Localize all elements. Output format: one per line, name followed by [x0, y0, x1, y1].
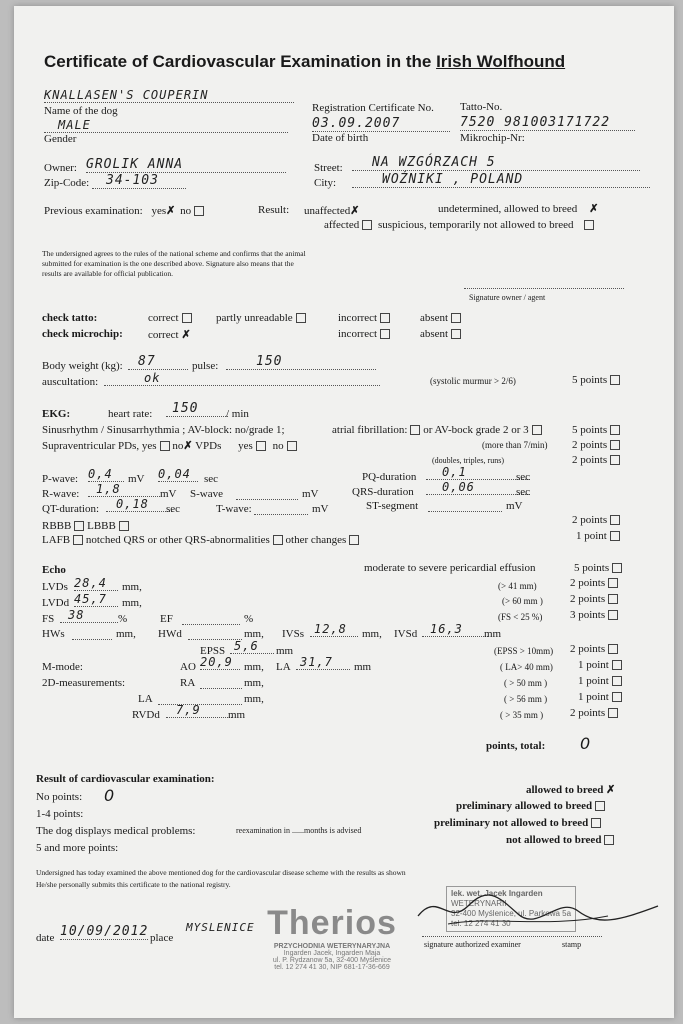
- vet-stamp-line-1: lek. wet. Jacek Ingarden: [451, 889, 543, 898]
- crit-epss: (EPSS > 10mm): [494, 646, 554, 656]
- lafb-row: [42, 534, 359, 546]
- agreement-line-3: results are available for official publication.: [42, 269, 174, 278]
- vpds-yes: yes: [238, 440, 253, 452]
- pwave-sec-value: 0,04: [158, 467, 198, 482]
- undetermined-mark: ✗: [589, 203, 599, 215]
- la2-label: LA: [138, 693, 153, 705]
- qt-label: QT-duration:: [42, 503, 100, 515]
- agreement-text: [42, 249, 306, 279]
- twave-unit: mV: [312, 503, 329, 515]
- ekg-points-2a-checkbox[interactable]: [610, 440, 620, 450]
- prev-affected: [324, 219, 372, 231]
- doubles-label: (doubles, triples, runs): [432, 456, 504, 465]
- prev-unaffected: [304, 204, 359, 217]
- lvds-unit: mm,: [122, 581, 142, 593]
- ra-points: [578, 675, 622, 687]
- rhythm-text: Sinusrhythm / Sinusarrhythmia ; AV-block: no/grade 1;: [42, 424, 285, 436]
- epss-unit: mm: [276, 645, 294, 657]
- epss-points-checkbox[interactable]: [608, 644, 618, 654]
- displays-label: The dog displays medical problems:: [36, 825, 196, 837]
- rwave-value: 1,8: [88, 482, 160, 497]
- lafb-points-checkbox[interactable]: [610, 531, 620, 541]
- chip-label: Mikrochip-Nr:: [460, 132, 525, 144]
- tatto-partly: [216, 312, 306, 324]
- dog-name-label: Name of the dog: [44, 105, 118, 117]
- rwave-unit: mV: [160, 488, 177, 500]
- epss-label: EPSS: [200, 645, 226, 657]
- hr-label: heart rate:: [108, 408, 153, 420]
- fs-unit: %: [118, 613, 128, 625]
- agreement-line-1: The undersigned agrees to the rules of the national scheme and confirms that the animal: [42, 249, 306, 258]
- fs-points-text: 3 points: [570, 609, 606, 621]
- page-title: [44, 52, 565, 72]
- qrs-value: 0,06: [426, 480, 530, 495]
- peri-points: [574, 562, 622, 574]
- chip-correct: [148, 328, 191, 341]
- ekg-points-5: [572, 424, 620, 436]
- lbbb-text: LBBB: [87, 520, 116, 532]
- la2-points-text: 1 point: [578, 691, 609, 703]
- vet-stamp-line-3: 32-400 Myślenice, ul. Parkowa 5a: [451, 909, 572, 918]
- vet-stamp-line-2: WETERYNARII: [451, 899, 507, 908]
- ao-value: 20,9: [200, 655, 240, 670]
- city-value: WOŹNIKI , POLAND: [352, 172, 650, 188]
- ekg-points-2b: [572, 454, 620, 466]
- ivss-value: 12,8: [310, 622, 358, 637]
- not-allowed-row: [506, 834, 614, 846]
- ef-label: EF: [160, 613, 173, 625]
- chip-absent-text: absent: [420, 328, 449, 340]
- ao-label: AO: [180, 661, 196, 673]
- la-points: [578, 659, 622, 671]
- systolic-label: (systolic murmur > 2/6): [430, 376, 516, 386]
- bbb-row: [42, 520, 129, 532]
- pq-unit: sec: [516, 471, 531, 483]
- signature-line: [422, 936, 602, 937]
- ao-unit: mm,: [244, 661, 264, 673]
- tatto-incorrect-checkbox[interactable]: [380, 313, 390, 323]
- chip-incorrect: [338, 328, 390, 340]
- crit-60: (> 60 mm ): [502, 596, 543, 606]
- tatto-correct-checkbox[interactable]: [182, 313, 192, 323]
- ausc-label: auscultation:: [42, 376, 99, 388]
- la2-points-checkbox[interactable]: [612, 692, 622, 702]
- pulse-value: 150: [226, 354, 376, 370]
- ivss-unit: mm,: [362, 628, 382, 640]
- notched-checkbox[interactable]: [273, 535, 283, 545]
- title-text: Certificate of Cardiovascular Examination in the: [44, 52, 432, 71]
- footer-text-1: Undersigned has today examined the above mentioned dog for the cardiovascular disease scheme with the results as shown: [36, 868, 406, 877]
- lafb-checkbox[interactable]: [73, 535, 83, 545]
- vet-stamp-line-4: tel. 12 274 41 30: [451, 919, 511, 928]
- gender-label: Gender: [44, 133, 77, 145]
- hr-value: 150: [166, 401, 228, 417]
- not-allowed-checkbox[interactable]: [604, 835, 614, 845]
- signature-owner-line: [464, 288, 624, 289]
- pq-label: PQ-duration: [362, 471, 417, 483]
- lafb-points: [576, 530, 620, 542]
- chip-correct-mark: ✗: [181, 329, 191, 341]
- previous-no-checkbox[interactable]: [194, 206, 204, 216]
- check-tatto-label: check tatto:: [42, 312, 98, 324]
- crit-41: (> 41 mm): [498, 581, 537, 591]
- ra-line: [200, 688, 242, 689]
- qrs-label: QRS-duration: [352, 486, 414, 498]
- twave-label: T-wave:: [216, 503, 252, 515]
- lvds-value: 28,4: [74, 576, 118, 591]
- lafb-text: LAFB: [42, 534, 71, 546]
- suspicious-checkbox[interactable]: [584, 220, 594, 230]
- tatto-correct-text: correct: [148, 312, 179, 324]
- lafb-points-text: 1 point: [576, 530, 607, 542]
- swave-unit: mV: [302, 488, 319, 500]
- hws-label: HWs: [42, 628, 65, 640]
- lvds-points-text: 2 points: [570, 577, 606, 589]
- signature-scribble: [408, 886, 668, 936]
- af-row: [332, 424, 542, 436]
- epss-value: 5,6: [230, 639, 274, 654]
- av-text: or AV-bock grade 2 or 3: [423, 424, 529, 436]
- supra-text: Supraventricular PDs, yes: [42, 440, 157, 452]
- qt-unit: sec: [166, 503, 181, 515]
- allowed-mark: ✗: [606, 784, 616, 796]
- tatto-correct: [148, 312, 192, 324]
- tatto-partly-text: partly unreadable: [216, 312, 293, 324]
- peri-points-text: 5 points: [574, 562, 610, 574]
- ef-line: [182, 624, 240, 625]
- epss-points: [570, 643, 618, 655]
- street-label: Street:: [314, 162, 343, 174]
- crit-la40: ( LA> 40 mm): [500, 662, 553, 672]
- prelim-allowed-text: preliminary allowed to breed: [456, 800, 593, 812]
- hwd-label: HWd: [158, 628, 182, 640]
- clinic-line-1: PRZYCHODNIA WETERYNARYJNA: [273, 943, 391, 950]
- supra-yes-checkbox[interactable]: [160, 441, 170, 451]
- mmode-label: M-mode:: [42, 661, 83, 673]
- bbb-points: [572, 514, 620, 526]
- five-more-label: 5 and more points:: [36, 842, 119, 854]
- af-text: atrial fibrillation:: [332, 424, 408, 436]
- ra-unit: mm,: [244, 677, 264, 689]
- ausc-value: ok: [104, 371, 380, 386]
- hwd-unit: mm,: [244, 628, 264, 640]
- tatto-partly-checkbox[interactable]: [296, 313, 306, 323]
- place-label: place: [150, 932, 174, 944]
- clinic-line-2: Ingarden Jacek, Ingarden Maja: [283, 950, 381, 957]
- prelim-not-checkbox[interactable]: [591, 818, 601, 828]
- lvdd-points: [570, 593, 618, 605]
- clinic-line-4: tel. 12 274 41 30, NIP 681-17-36-669: [274, 964, 390, 971]
- stamp-label: stamp: [562, 940, 582, 949]
- ekg-points-5-checkbox[interactable]: [610, 425, 620, 435]
- ausc-points-text: 5 points: [572, 374, 608, 386]
- ivss-label: IVSs: [282, 628, 305, 640]
- av-checkbox[interactable]: [532, 425, 542, 435]
- prelim-not-text: preliminary not allowed to breed: [434, 817, 589, 829]
- zip-label: Zip-Code:: [44, 177, 90, 189]
- tattoo-label: Tatto-No.: [460, 101, 503, 113]
- crit-56: ( > 56 mm ): [504, 694, 548, 704]
- ekg-points-2b-checkbox[interactable]: [610, 455, 620, 465]
- date-value: 10/09/2012: [60, 924, 149, 939]
- st-line: [428, 511, 502, 512]
- reexam-label: reexamination in ......months is advised: [236, 826, 362, 835]
- ausc-points-checkbox[interactable]: [610, 375, 620, 385]
- vpds-no: no: [272, 440, 284, 452]
- prev-suspicious: [378, 219, 594, 231]
- signature-examiner-label: signature authorized examiner: [424, 940, 521, 949]
- fs-label: FS: [42, 613, 55, 625]
- unaffected-mark: ✗: [350, 205, 360, 217]
- hws-line: [72, 639, 112, 640]
- qrs-unit: sec: [516, 486, 531, 498]
- bbb-points-text: 2 points: [572, 514, 608, 526]
- lvdd-points-checkbox[interactable]: [608, 594, 618, 604]
- owner-label: Owner:: [44, 162, 77, 174]
- ra-label: RA: [180, 677, 196, 689]
- tatto-incorrect-text: incorrect: [338, 312, 378, 324]
- ra-points-checkbox[interactable]: [612, 676, 622, 686]
- clinic-line-3: ul. P. Rydzanow 5a, 32-400 Myślenice: [272, 957, 392, 964]
- ekg-points-5-text: 5 points: [572, 424, 608, 436]
- lvds-points-checkbox[interactable]: [608, 578, 618, 588]
- allowed-text: allowed to breed: [526, 784, 604, 796]
- ivsd-label: IVSd: [394, 628, 418, 640]
- epss-points-text: 2 points: [570, 643, 606, 655]
- affected-checkbox[interactable]: [362, 220, 372, 230]
- fs-points: [570, 609, 618, 621]
- la2-unit: mm,: [244, 693, 264, 705]
- swave-label: S-wave: [190, 488, 223, 500]
- weight-label: Body weight (kg):: [42, 360, 123, 372]
- pwave-mv-value: 0,4: [88, 467, 124, 482]
- weight-value: 87: [128, 354, 188, 370]
- rvdd-points: [570, 707, 618, 719]
- la-value: 31,7: [296, 655, 350, 670]
- previous-label: Previous examination:: [44, 205, 143, 217]
- footer-text-2: He/she personally submits this certificate to the national registry.: [36, 880, 231, 889]
- check-microchip-label: check microchip:: [42, 328, 123, 340]
- swave-line: [236, 499, 298, 500]
- peri-points-checkbox[interactable]: [612, 563, 622, 573]
- allowed-row: [526, 783, 615, 796]
- dog-name-value: KNALLASEN'S COUPERIN: [44, 88, 294, 103]
- ef-unit: %: [244, 613, 254, 625]
- title-breed: Irish Wolfhound: [436, 52, 566, 71]
- tatto-absent-text: absent: [420, 312, 449, 324]
- af-checkbox[interactable]: [410, 425, 420, 435]
- rvdd-points-text: 2 points: [570, 707, 606, 719]
- rwave-label: R-wave:: [42, 488, 80, 500]
- ivsd-value: 16,3: [422, 622, 488, 637]
- zip-value: 34-103: [92, 173, 186, 189]
- reg-label: Registration Certificate No.: [312, 102, 434, 114]
- no-points-value: 0: [104, 786, 115, 805]
- rvdd-label: RVDd: [132, 709, 160, 721]
- signature-owner-label: Signature owner / agent: [469, 293, 546, 302]
- qt-value: 0,18: [106, 497, 172, 512]
- pericardial-label: moderate to severe pericardial effusion: [364, 562, 536, 574]
- st-label: ST-segment: [366, 500, 419, 512]
- lvds-points: [570, 577, 618, 589]
- prelim-allowed-checkbox[interactable]: [595, 801, 605, 811]
- previous-exam: [44, 204, 204, 217]
- la2-points: [578, 691, 622, 703]
- la-label: LA: [276, 661, 291, 673]
- fs-points-checkbox[interactable]: [608, 610, 618, 620]
- chip-value: 7520 981003171722: [460, 115, 635, 131]
- ekg-points-2a-text: 2 points: [572, 439, 608, 451]
- prelim-allowed-row: [456, 800, 605, 812]
- other-checkbox[interactable]: [349, 535, 359, 545]
- previous-yes-mark: ✗: [166, 205, 176, 217]
- lvdd-unit: mm,: [122, 597, 142, 609]
- chip-correct-text: correct: [148, 329, 179, 341]
- unaffected-text: unaffected: [304, 205, 351, 217]
- la-points-checkbox[interactable]: [612, 660, 622, 670]
- pq-value: 0,1: [426, 465, 530, 480]
- other-text: other changes: [285, 534, 347, 546]
- ekg-points-2b-text: 2 points: [572, 454, 608, 466]
- previous-yes: yes: [151, 205, 167, 217]
- supra-no: no: [172, 440, 184, 452]
- date-label: date: [36, 932, 55, 944]
- crit-50: ( > 50 mm ): [504, 678, 548, 688]
- ivsd-unit: mm: [484, 628, 502, 640]
- supra-no-mark: ✗: [183, 440, 193, 452]
- hws-unit: mm,: [116, 628, 136, 640]
- dob-label: Date of birth: [312, 132, 369, 144]
- result-title: Result of cardiovascular examination:: [36, 773, 215, 785]
- undetermined-text: undetermined, allowed to breed: [438, 203, 578, 215]
- clinic-logo: Therios: [267, 904, 397, 942]
- vpds-yes-checkbox[interactable]: [256, 441, 266, 451]
- more7-label: (more than 7/min): [482, 440, 548, 450]
- street-value: NA WZGÓRZACH 5: [352, 155, 640, 171]
- result-label: Result:: [258, 204, 290, 216]
- hr-unit: / min: [226, 408, 249, 420]
- affected-text: affected: [324, 219, 360, 231]
- suspicious-text: suspicious, temporarily not allowed to breed: [378, 219, 574, 231]
- lvdd-value: 45,7: [74, 592, 118, 607]
- pwave-label: P-wave:: [42, 473, 79, 485]
- rbbb-checkbox[interactable]: [74, 521, 84, 531]
- ekg-points-2a: [572, 439, 620, 451]
- pulse-label: pulse:: [192, 360, 219, 372]
- certificate-page: [14, 6, 674, 1018]
- echo-title: Echo: [42, 564, 66, 576]
- pwave-mv-unit: mV: [128, 473, 145, 485]
- notched-text: notched QRS or other QRS-abnormalities: [85, 534, 270, 546]
- tatto-incorrect: [338, 312, 390, 324]
- la-points-text: 1 point: [578, 659, 609, 671]
- crit-35: ( > 35 mm ): [500, 710, 544, 720]
- chip-incorrect-text: incorrect: [338, 328, 378, 340]
- no-points-label: No points:: [36, 791, 83, 803]
- lvdd-points-text: 2 points: [570, 593, 606, 605]
- rbbb-text: RBBB: [42, 520, 72, 532]
- supra-row: [42, 439, 297, 452]
- lvds-label: LVDs: [42, 581, 68, 593]
- clinic-stamp: [252, 904, 412, 971]
- bbb-points-checkbox[interactable]: [610, 515, 620, 525]
- not-allowed-text: not allowed to breed: [506, 834, 602, 846]
- rvdd-points-checkbox[interactable]: [608, 708, 618, 718]
- ekg-title: EKG:: [42, 408, 71, 420]
- chip-absent: [420, 328, 461, 340]
- city-label: City:: [314, 177, 337, 189]
- place-value: MYSLENICE: [186, 921, 255, 934]
- prelim-not-row: [434, 817, 601, 829]
- pwave-sec-unit: sec: [204, 473, 219, 485]
- rvdd-value: 7,9: [166, 703, 232, 718]
- previous-no: no: [180, 205, 192, 217]
- points-total-value: 0: [580, 734, 591, 753]
- st-unit: mV: [506, 500, 523, 512]
- points-total-label: points, total:: [486, 740, 546, 752]
- fs-value: 38: [60, 608, 118, 623]
- owner-value: GROLIK ANNA: [86, 157, 286, 173]
- tatto-absent: [420, 312, 461, 324]
- twave-line: [254, 514, 308, 515]
- gender-value: MALE: [44, 118, 288, 133]
- twod-label: 2D-measurements:: [42, 677, 126, 689]
- chip-absent-checkbox[interactable]: [451, 329, 461, 339]
- vpds-no-checkbox[interactable]: [287, 441, 297, 451]
- chip-incorrect-checkbox[interactable]: [380, 329, 390, 339]
- lbbb-checkbox[interactable]: [119, 521, 129, 531]
- agreement-line-2: submitted for examination is the one described above. Signature also means that the: [42, 259, 294, 268]
- ausc-points: [572, 374, 620, 386]
- prev-undetermined: [438, 202, 599, 215]
- la-unit: mm: [354, 661, 372, 673]
- vpds-text: VPDs: [195, 440, 222, 452]
- tatto-absent-checkbox[interactable]: [451, 313, 461, 323]
- crit-fs: (FS < 25 %): [498, 612, 543, 622]
- ra-points-text: 1 point: [578, 675, 609, 687]
- dob-value: 03.09.2007: [312, 116, 450, 132]
- one-four-label: 1-4 points:: [36, 808, 84, 820]
- lvdd-label: LVDd: [42, 597, 70, 609]
- rvdd-unit: mm: [228, 709, 246, 721]
